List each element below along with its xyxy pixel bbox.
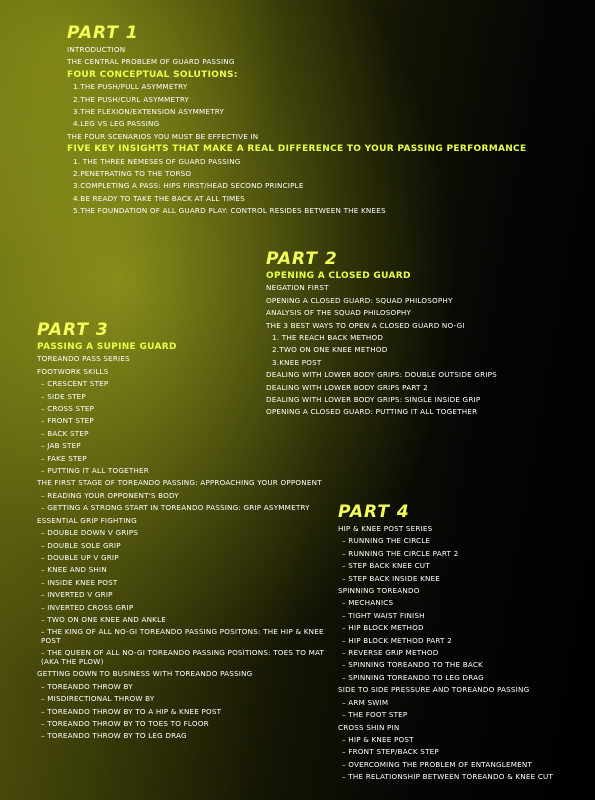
sub-item: – RUNNING THE CIRCLE [342, 536, 431, 546]
sub-item: – FRONT STEP/BACK STEP [342, 747, 439, 757]
numbered-item: 2.TWO ON ONE KNEE METHOD [272, 345, 388, 355]
sub-item: – TOREANDO THROW BY TO TOES TO FLOOR [41, 718, 209, 728]
numbered-item: 2.THE PUSH/CURL ASYMMETRY [73, 94, 190, 104]
sub-item: – HIP BLOCK METHOD PART 2 [342, 635, 452, 645]
numbered-item: 2.PENETRATING TO THE TORSO [73, 169, 192, 179]
chapter-item: OPENING A CLOSED GUARD: PUTTING IT ALL TOGETHER [266, 407, 478, 417]
chapter-item: ANALYSIS OF THE SQUAD PHILOSOPHY [266, 308, 412, 318]
sub-item: – CROSS STEP [41, 404, 95, 414]
sub-item: – GETTING A STRONG START IN TOREANDO PASSING: GRIP ASYMMETRY [41, 503, 310, 513]
chapter-item: DEALING WITH LOWER BODY GRIPS: DOUBLE OUTSIDE GRIPS [266, 370, 497, 380]
chapter-item: OPENING A CLOSED GUARD: SQUAD PHILOSOPHY [266, 295, 453, 305]
chapter-item: INTRODUCTION [67, 45, 126, 54]
chapter-item: THE FOUR SCENARIOS YOU MUST BE EFFECTIVE IN [67, 131, 259, 141]
sub-item: – SIDE STEP [41, 391, 86, 401]
sub-item: – STEP BACK INSIDE KNEE [342, 573, 441, 583]
numbered-item: 1.THE PUSH/PULL ASYMMETRY [73, 82, 188, 92]
sub-item: – JAB STEP [41, 441, 81, 451]
chapter-item: SPINNING TOREANDO [338, 586, 420, 596]
part-1-section [67, 24, 587, 218]
part-4-title: PART 4 [338, 502, 410, 522]
section-heading: FIVE KEY INSIGHTS THAT MAKE A REAL DIFFERENCE TO YOUR PASSING PERFORMANCE [67, 144, 527, 155]
part-1-title: PART 1 [67, 23, 139, 43]
part-1-list [67, 44, 587, 218]
part-3-section [37, 321, 337, 743]
sub-item: – THE KING OF ALL NO-GI TOREANDO PASSING POSITONS: THE HIP & KNEE POST [41, 627, 324, 645]
sub-item: – PUTTING IT ALL TOGETHER [41, 466, 149, 476]
sub-item: – KNEE AND SHIN [41, 565, 107, 575]
sub-item: – REVERSE GRIP METHOD [342, 648, 439, 658]
sub-item: – TOREANDO THROW BY TO A HIP & KNEE POST [41, 706, 222, 716]
sub-item: – CRESCENT STEP [41, 379, 109, 389]
sub-item: – TOREANDO THROW BY TO LEG DRAG [41, 731, 187, 741]
section-heading: PASSING A SUPINE GUARD [37, 342, 177, 352]
sub-item: – TIGHT WAIST FINISH [342, 610, 425, 620]
sub-item: – READING YOUR OPPONENT'S BODY [41, 490, 179, 500]
numbered-item: 3.KNEE POST [272, 357, 322, 367]
sub-item: – FRONT STEP [41, 416, 94, 426]
sub-item: – TOREANDO THROW BY [41, 681, 133, 691]
sub-item: – THE QUEEN OF ALL NO-GI TOREANDO PASSING POSITIONS: TOES TO MAT (AKA THE PLOW) [41, 648, 325, 666]
part-3-title: PART 3 [37, 320, 109, 340]
sub-item: – HIP BLOCK METHOD [342, 623, 424, 633]
section-heading: OPENING A CLOSED GUARD [266, 271, 411, 281]
chapter-item: NEGATION FIRST [266, 283, 329, 293]
sub-item: – INVERTED V GRIP [41, 590, 113, 600]
numbered-item: 1. THE REACH BACK METHOD [272, 333, 384, 343]
sub-item: – SPINNING TOREANDO TO LEG DRAG [342, 672, 484, 682]
sub-item: – ARM SWIM [342, 697, 389, 707]
sub-item: – FAKE STEP [41, 453, 87, 463]
chapter-item: THE CENTRAL PROBLEM OF GUARD PASSING [67, 57, 235, 67]
sub-item: – BACK STEP [41, 428, 89, 438]
chapter-item: FOOTWORK SKILLS [37, 366, 109, 376]
part-2-title: PART 2 [266, 249, 338, 269]
part-4-list [338, 523, 593, 784]
numbered-item: 4.BE READY TO TAKE THE BACK AT ALL TIMES [73, 193, 245, 203]
sub-item: – THE RELATIONSHIP BETWEEN TOREANDO & KNEE CUT [342, 772, 554, 782]
sub-item: – SPINNING TOREANDO TO THE BACK [342, 660, 483, 670]
chapter-item: GETTING DOWN TO BUSINESS WITH TOREANDO PASSING [37, 669, 253, 679]
chapter-item: DEALING WITH LOWER BODY GRIPS: SINGLE INSIDE GRIP [266, 395, 481, 405]
chapter-item: HIP & KNEE POST SERIES [338, 524, 433, 533]
sub-item: – OVERCOMING THE PROBLEM OF ENTANGLEMENT [342, 759, 533, 769]
section-heading: FOUR CONCEPTUAL SOLUTIONS: [67, 69, 238, 80]
chapter-item: DEALING WITH LOWER BODY GRIPS PART 2 [266, 382, 428, 392]
chapter-item: SIDE TO SIDE PRESSURE AND TOREANDO PASSING [338, 685, 530, 695]
sub-item: – RUNNING THE CIRCLE PART 2 [342, 548, 459, 558]
numbered-item: 3.COMPLETING A PASS: HIPS FIRST/HEAD SECOND PRINCIPLE [73, 181, 304, 191]
sub-item: – THE FOOT STEP [342, 710, 408, 720]
sub-item: – MECHANICS [342, 598, 394, 608]
numbered-item: 5.THE FOUNDATION OF ALL GUARD PLAY: CONTROL RESIDES BETWEEN THE KNEES [73, 206, 386, 216]
chapter-item: TOREANDO PASS SERIES [37, 354, 130, 364]
sub-item: – TWO ON ONE KNEE AND ANKLE [41, 614, 167, 624]
numbered-item: 1. THE THREE NEMESES OF GUARD PASSING [73, 156, 241, 166]
part-4-section [338, 503, 593, 784]
sub-item: – INVERTED CROSS GRIP [41, 602, 134, 612]
sub-item: – DOUBLE SOLE GRIP [41, 540, 121, 550]
sub-item: – MISDIRECTIONAL THROW BY [41, 694, 155, 704]
sub-item: – INSIDE KNEE POST [41, 577, 118, 587]
numbered-item: 3.THE FLEXION/EXTENSION ASYMMETRY [73, 107, 225, 117]
sub-item: – DOUBLE DOWN V GRIPS [41, 528, 139, 538]
sub-item: – HIP & KNEE POST [342, 734, 414, 744]
chapter-item: CROSS SHIN PIN [338, 722, 400, 732]
part-3-list [37, 341, 337, 743]
chapter-item: THE FIRST STAGE OF TOREANDO PASSING: APPROACHING YOUR OPPONENT [37, 478, 322, 488]
chapter-item: THE 3 BEST WAYS TO OPEN A CLOSED GUARD NO-GI [266, 320, 465, 330]
sub-item: – DOUBLE UP V GRIP [41, 552, 119, 562]
sub-item: – STEP BACK KNEE CUT [342, 561, 430, 571]
numbered-item: 4.LEG VS LEG PASSING [73, 119, 160, 129]
chapter-item: ESSENTIAL GRIP FIGHTING [37, 515, 137, 525]
